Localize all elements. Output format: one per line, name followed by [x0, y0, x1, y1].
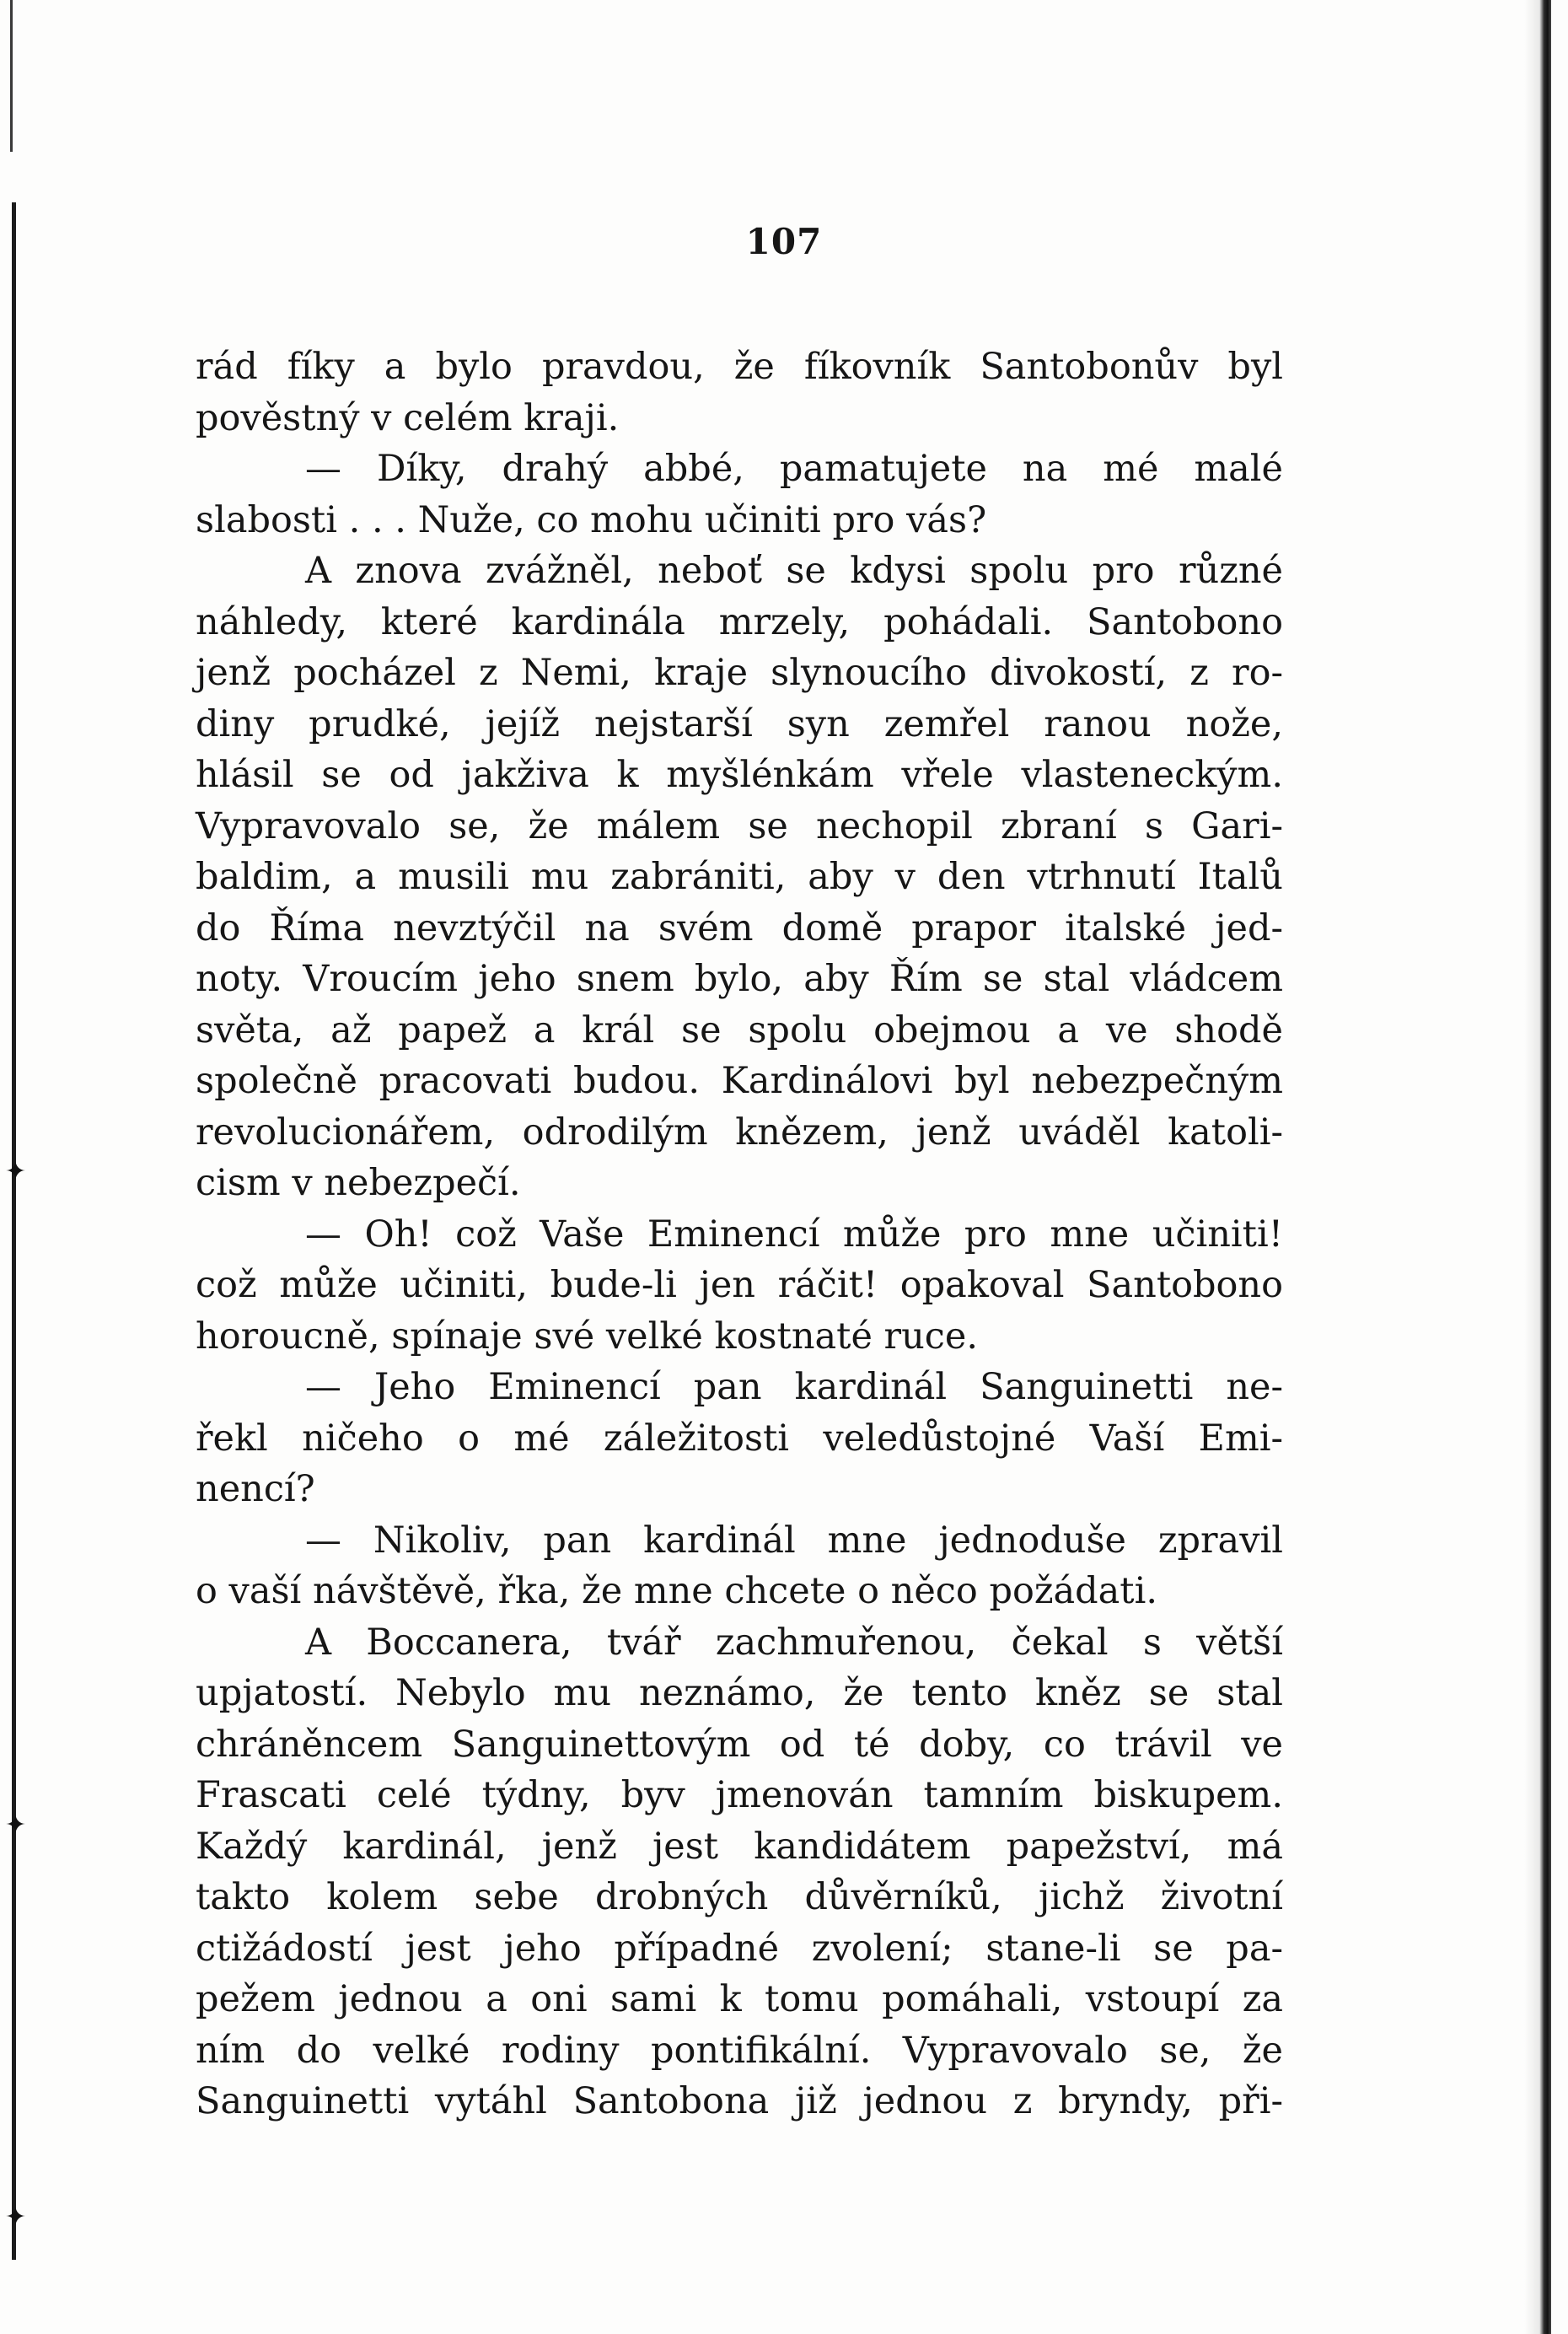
- text-line: jenž pocházel z Nemi, kraje slynoucího divokostí, z ro-: [196, 652, 1283, 694]
- text-line: což může učiniti, bude-li jen ráčit! opakoval Santobono: [196, 1264, 1283, 1306]
- text-line: Vypravovalo se, že málem se nechopil zbraní s Gari-: [196, 804, 1283, 847]
- text-line: horoucně, spínaje své velké kostnaté ruce.: [196, 1315, 979, 1358]
- text-line: do Říma nevztýčil na svém domě prapor italské jed-: [196, 906, 1283, 949]
- text-line: Frascati celé týdny, byv jmenován tamním biskupem.: [196, 1774, 1283, 1816]
- text-line: ním do velké rodiny pontifikální. Vypravovalo se, že: [196, 2029, 1283, 2072]
- text-line: A Boccanera, tvář zachmuřenou, čekal s větší: [305, 1621, 1283, 1664]
- text-line: o vaší návštěvě, řka, že mne chcete o něco požádati.: [196, 1570, 1158, 1612]
- text-line: baldim, a musili mu zabrániti, aby v den vtrhnutí Italů: [196, 856, 1283, 898]
- text-line: náhledy, které kardinála mrzely, pohádali. Santobono: [196, 600, 1283, 643]
- text-line: noty. Vroucím jeho snem bylo, aby Řím se stal vládcem: [196, 958, 1283, 1000]
- text-line: — Oh! což Vaše Eminencí může pro mne učiniti!: [305, 1213, 1283, 1256]
- text-line: — Jeho Eminencí pan kardinál Sanguinetti ne-: [305, 1366, 1283, 1408]
- text-line: upjatostí. Nebylo mu neznámo, že tento kněz se stal: [196, 1672, 1283, 1714]
- page-number: 107: [745, 221, 823, 262]
- text-line: cism v nebezpečí.: [196, 1162, 521, 1204]
- text-line: řekl ničeho o mé záležitosti veledůstojné Vaší Emi-: [196, 1417, 1283, 1460]
- text-line: pežem jednou a oni sami k tomu pomáhali, vstoupí za: [196, 1978, 1283, 2020]
- text-line: slabosti . . . Nuže, co mohu učiniti pro vás?: [196, 498, 987, 541]
- page-edge-left-top: [10, 0, 13, 152]
- margin-mark-icon: ✦: [5, 2202, 27, 2232]
- text-line: rád fíky a bylo pravdou, že fíkovník Santobonův byl: [196, 346, 1283, 388]
- text-line: ctižádostí jest jeho případné zvolení; stane-li se pa-: [196, 1927, 1283, 1970]
- text-line: světa, až papež a král se spolu obejmou a ve shodě: [196, 1008, 1283, 1051]
- body-text: [196, 341, 1283, 2127]
- page-edge-left: [12, 202, 16, 2260]
- text-line: hlásil se od jakživa k myšlénkám vřele vlasteneckým.: [196, 754, 1283, 796]
- text-line: — Díky, drahý abbé, pamatujete na mé malé: [305, 448, 1283, 490]
- text-line: Každý kardinál, jenž jest kandidátem papežství, má: [196, 1825, 1283, 1868]
- text-line: společně pracovati budou. Kardinálovi byl nebezpečným: [196, 1060, 1283, 1102]
- text-line: chráněncem Sanguinettovým od té doby, co trávil ve: [196, 1723, 1283, 1766]
- page-gutter-shadow: [1524, 0, 1539, 2334]
- text-line: revolucionářem, odrodilým knězem, jenž uváděl katoli-: [196, 1111, 1283, 1154]
- text-line: takto kolem sebe drobných důvěrníků, jichž životní: [196, 1876, 1283, 1918]
- text-line: diny prudké, jejíž nejstarší syn zemřel ranou nože,: [196, 702, 1283, 745]
- text-line: Sanguinetti vytáhl Santobona již jednou z bryndy, při-: [196, 2080, 1283, 2122]
- page-edge-right: [1539, 0, 1551, 2334]
- text-line: — Nikoliv, pan kardinál mne jednoduše zpravil: [305, 1519, 1283, 1562]
- text-line: nencí?: [196, 1468, 315, 1510]
- text-line: pověstný v celém kraji.: [196, 396, 620, 439]
- margin-mark-icon: ✦: [5, 1157, 27, 1186]
- text-line: A znova zvážněl, neboť se kdysi spolu pro různé: [305, 550, 1283, 592]
- margin-mark-icon: ✦: [5, 1810, 27, 1840]
